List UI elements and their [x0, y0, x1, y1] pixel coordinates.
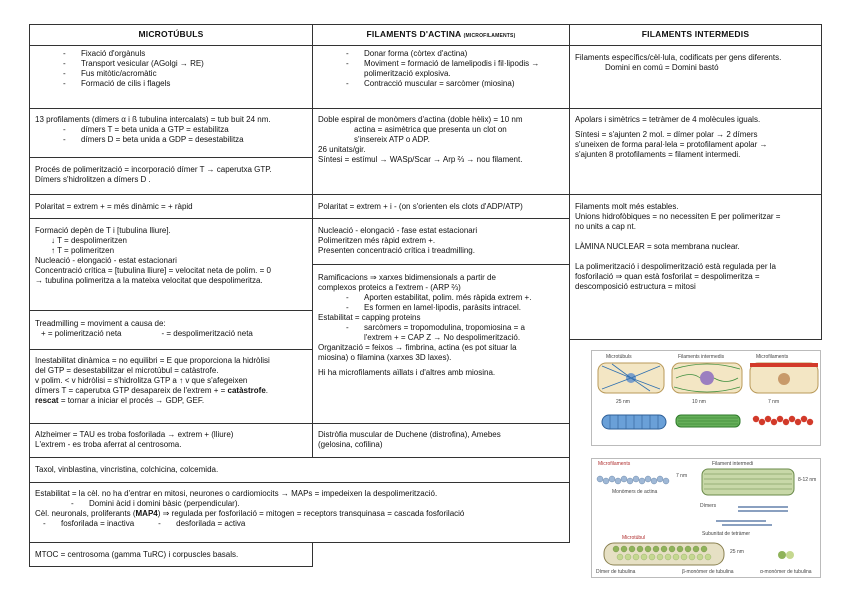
act-polarity: [312, 194, 570, 219]
actin-closeup: [753, 416, 813, 425]
figure-label: Microfilaments: [756, 354, 789, 360]
text-line: - fosforilada = inactiva - desforilada = activa: [43, 519, 246, 528]
list-item: - Fixació d'orgànuls: [63, 49, 146, 58]
text-line: actina = asimètrica que presenta un clot on: [354, 125, 507, 134]
text-line: Estabilitat = la cèl. no ha d'entrar en mitosi, neurones o cardiomiocits → MAPs = impedeixen la despolimerització.: [35, 489, 438, 498]
header-intermedis: FILAMENTS INTERMEDIS: [569, 24, 822, 46]
text-line: MTOC = centrosoma (gamma TuRC) i corpuscles basals.: [35, 550, 239, 559]
text-line: Doble espiral de monòmers d'actina (doble hèlix) = 10 nm: [318, 115, 523, 124]
text-line: s'ajunten 8 protofilaments = filament intermedi.: [575, 150, 741, 159]
mt-formation: [29, 218, 313, 311]
text-line: Estabilitat = capping proteins: [318, 313, 421, 322]
text-line: Hi ha microfilaments aïllats i d'altres amb miosina.: [318, 368, 496, 377]
text-line: Unions hidrofòbiques = no necessiten E per polimeritzar =: [575, 212, 781, 221]
text-line: Síntesi = estímul → WASp/Scar → Arp ⅔ → nou filament.: [318, 155, 523, 164]
list-item: - Donar forma (còrtex d'actina): [346, 49, 468, 58]
act-branching: [312, 264, 570, 424]
actin-chain: [597, 476, 669, 484]
size-label: 7 nm: [768, 399, 780, 405]
figure-label: Dímers: [700, 503, 717, 509]
figure-label: Microtúbuls: [606, 354, 632, 360]
text-line: Nucleació - elongació - fase estat estacionari: [318, 226, 478, 235]
mt-polarity: [29, 194, 313, 219]
size-label: 10 nm: [692, 399, 706, 405]
text-line: miosina) o filamina (xarxes 3D laxes).: [318, 353, 452, 362]
nucleus: [778, 373, 790, 385]
text-line: Inestabilitat dinàmica = no equilibri = E que proporciona la hidròlisi: [35, 356, 270, 365]
text-line: Alzheimer = TAU es troba fosforilada → extrem + (lliure): [35, 430, 234, 439]
text-line: - sarcòmers = tropomodulina, tropomiosina = a: [346, 323, 525, 332]
mt-treadmilling: [29, 310, 313, 350]
tubulin-monomers: [778, 551, 794, 559]
text-line: (gelosina, cofilina): [318, 440, 383, 449]
act-duchenne: [312, 423, 570, 458]
figure-label: Microfilaments: [598, 461, 631, 467]
mt-mtoc: [29, 542, 313, 567]
cytoskeleton-comparison-figure: [591, 350, 821, 446]
tubule-closeup: [602, 415, 666, 429]
microtubule-tube: [604, 543, 724, 565]
text-line: Concentració crítica = [tubulina lliure] = velocitat neta de polim. = 0: [35, 266, 271, 275]
text-line: - Es formen en lamel·lipodis, paràsits intracel.: [346, 303, 521, 312]
text-line: Dímers s'hidrolitzen a dímers D .: [35, 175, 151, 184]
fi-properties: [569, 194, 822, 340]
text-line: Distròfia muscular de Duchene (distrofina), Amebes: [318, 430, 501, 439]
text-line: La polimerització i despolimerització està regulada per la: [575, 262, 776, 271]
list-item: polimerització explosiva.: [364, 69, 451, 78]
fi-top: [569, 45, 822, 109]
text-line: rescat = tornar a iniciar el procés → GDP, GEF.: [35, 396, 205, 405]
mt-structure: [29, 108, 313, 158]
figure-label: β-monòmer de tubulina: [682, 569, 734, 575]
text-line: Organització = feixos → fimbrina, actina (es pot situar la: [318, 343, 517, 352]
text-line: + = polimerització neta - = despolimerització neta: [41, 329, 253, 338]
list-item: - Fus mitòtic/acromàtic: [63, 69, 157, 78]
text-line: Presenten concentració crítica i treadmilling.: [318, 246, 475, 255]
text-line: Treadmilling = moviment a causa de:: [35, 319, 166, 328]
header-microtubuls: MICROTÚBULS: [29, 24, 313, 46]
figure-label: Filaments intermedis: [678, 354, 725, 360]
mt-stability: [29, 482, 570, 543]
filament-structure-diagram: [592, 459, 821, 578]
figure-label: Subunitat de tetràmer: [702, 531, 751, 537]
list-item: - Moviment = formació de lamelipodis i fil·lipodis →: [346, 59, 540, 68]
text-line: 26 unitats/gir.: [318, 145, 366, 154]
mt-alzheimer: [29, 423, 313, 458]
list-item: - Transport vesicular (AGolgi → RE): [63, 59, 204, 68]
size-label: 8-12 nm: [798, 477, 817, 483]
mt-functions: [29, 45, 313, 109]
text-line: v polim. < v hidròlisi = s'hidrolitza GTP a ↑ v que s'afegeixen: [35, 376, 248, 385]
mt-polymerization: [29, 157, 313, 195]
text-line: Filaments molt més estables.: [575, 202, 679, 211]
text-line: no units a cap nt.: [575, 222, 636, 231]
mt-drugs: [29, 457, 570, 483]
figure-label: α-monòmer de tubulina: [760, 569, 812, 575]
list-item: - Formació de cilis i flagels: [63, 79, 171, 88]
text-line: Procés de polimerització = incorporació dímer T → caperutxa GTP.: [35, 165, 272, 174]
text-line: dímers T = caperutxa GTP desapareix de l'extrem + = catàstrofe.: [35, 386, 269, 395]
text-line: ↑ T = polimeritzen: [51, 246, 115, 255]
text-line: - Aporten estabilitat, polim. més ràpida extrem +.: [346, 293, 532, 302]
size-label: 25 nm: [730, 549, 744, 555]
act-nucleation: [312, 218, 570, 265]
text-line: Polimeritzen més ràpid extrem +.: [318, 236, 436, 245]
filament-structure-figure: [591, 458, 821, 578]
text-line: Polaritat = extrem + = més dinàmic = + ràpid: [35, 202, 193, 211]
text-line: del GTP = desestabilitzar el microtúbul = catàstrofe.: [35, 366, 219, 375]
intermediate-rope: [702, 469, 794, 495]
nucleus: [700, 371, 714, 385]
text-line: - dímers T = beta unida a GTP = estabilitza: [63, 125, 229, 134]
size-label: 7 nm: [676, 473, 688, 479]
text-line: Síntesi = s'ajunten 2 mol. = dímer polar → 2 dímers: [575, 130, 758, 139]
text-line: Polaritat = extrem + i - (on s'orienten els clots d'ADP/ATP): [318, 202, 523, 211]
text-line: 13 profilaments (dímers α i ß tubulina intercalats) = tub buit 24 nm.: [35, 115, 271, 124]
figure-label: Dímer de tubulina: [596, 569, 636, 575]
actin-cortex: [750, 363, 818, 367]
text-line: Nucleació - elongació - estat estacionari: [35, 256, 177, 265]
dimers: [716, 507, 788, 525]
mt-instability: [29, 349, 313, 424]
text-line: L'extrem - es troba aferrat al centrosoma.: [35, 440, 182, 449]
figure-label: Filament intermedi: [712, 461, 754, 467]
list-item: - Contracció muscular = sarcòmer (miosina): [346, 79, 515, 88]
text-line: Formació depèn de T i [tubulina lliure].: [35, 226, 171, 235]
text-line: descomposició estructura = mitosi: [575, 282, 696, 291]
intermediate-closeup: [676, 415, 740, 427]
figure-label: Monòmers de actina: [612, 489, 658, 495]
text-line: fosforilació ⇒ quan està fosforilat = despolimeritza =: [575, 272, 760, 281]
text-line: Apolars i simètrics = tetràmer de 4 molècules iguals.: [575, 115, 761, 124]
text-line: s'insereix ATP o ADP.: [354, 135, 430, 144]
text-line: LÀMINA NUCLEAR = sota membrana nuclear.: [575, 242, 740, 251]
text-line: s'uneixen de forma paral·lela = protofilament apolar →: [575, 140, 768, 149]
text-line: - Domini àcid i domini bàsic (perpendicular).: [71, 499, 240, 508]
text-line: Domini en comú = Domini bastó: [605, 63, 719, 72]
header-actina: FILAMENTS D'ACTINA (MICROFILAMENTS): [312, 24, 570, 46]
text-line: → tubulina polimeritza a la mateixa velocitat que despolimeritza.: [35, 276, 263, 285]
act-functions: [312, 45, 570, 109]
text-line: Cèl. neuronals, proliferants (MAP4) ⇒ regulada per fosforilació = mitogen = receptors transquinasa = cascada fosforilació: [35, 509, 465, 518]
text-line: - dímers D = beta unida a GDP = desestabilitza: [63, 135, 244, 144]
fi-structure: [569, 108, 822, 195]
text-line: l'extrem + = CAP Z → No despolimerització.: [364, 333, 521, 342]
text-line: Taxol, vinblastina, vincristina, colchicina, colcemida.: [35, 465, 219, 474]
text-line: Ramificacions ⇒ xarxes bidimensionals a partir de: [318, 273, 496, 282]
figure-label: Microtúbul: [622, 535, 646, 541]
text-line: Filaments específics/cèl·lula, codificats per gens diferents.: [575, 53, 782, 62]
text-line: ↓ T = despolimeritzen: [51, 236, 127, 245]
act-structure: [312, 108, 570, 195]
size-label: 25 nm: [616, 399, 630, 405]
text-line: complexos proteics a l'extrem - (ARP ⅔): [318, 283, 461, 292]
